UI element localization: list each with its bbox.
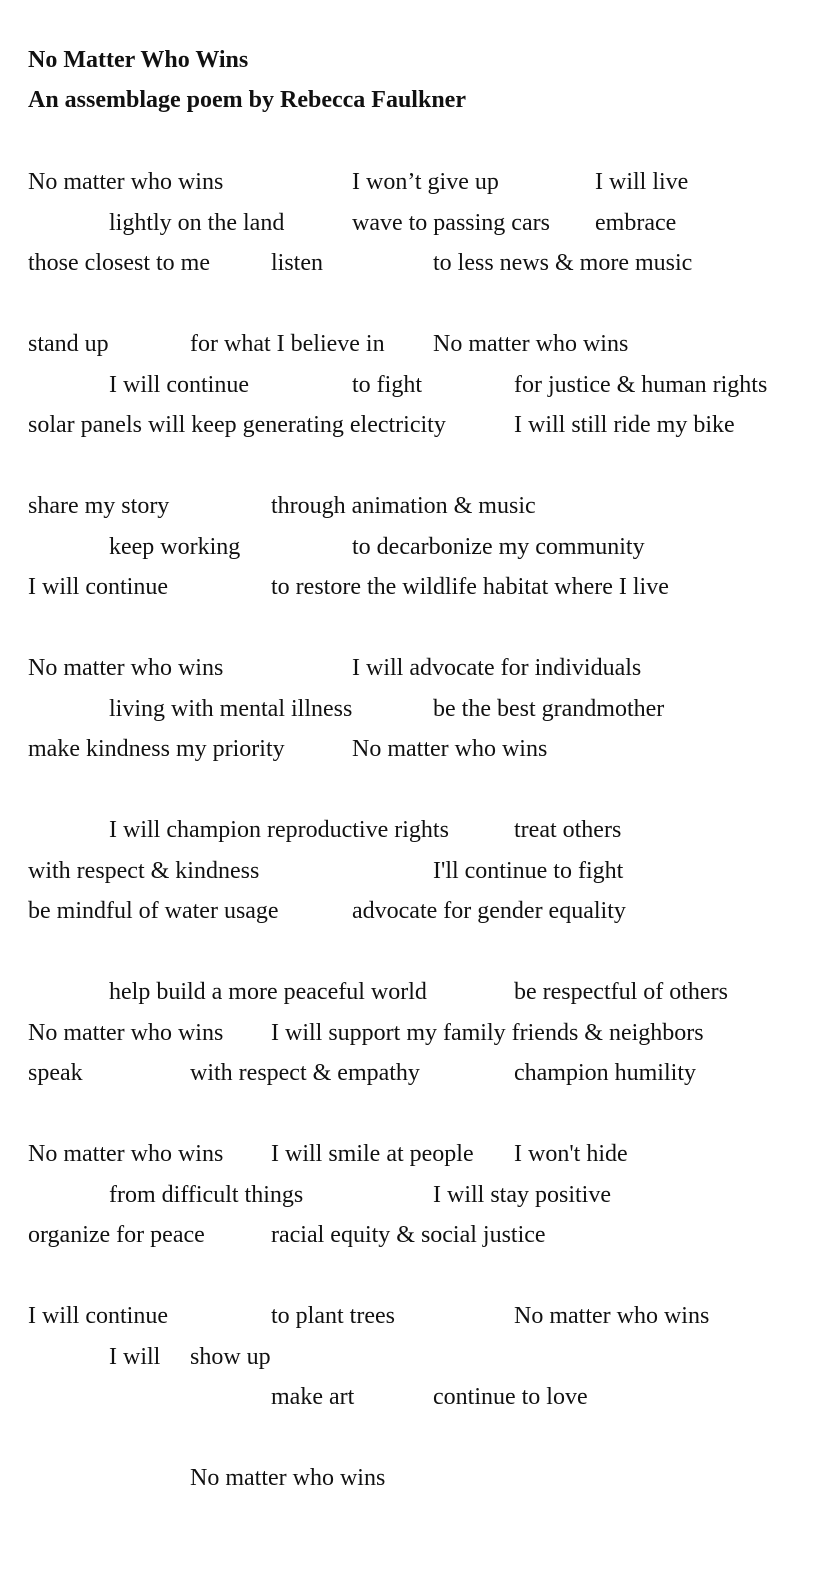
- poem-line: [0, 535, 813, 576]
- poem-line: [0, 1385, 813, 1426]
- poem-line: [0, 373, 813, 414]
- poem-line: [0, 251, 813, 292]
- poem-line: [0, 170, 813, 211]
- line-segment: No matter who wins: [28, 1141, 224, 1167]
- poem-line: [0, 1183, 813, 1224]
- line-segment: I'll continue to fight: [433, 857, 624, 884]
- line-segment: I will: [109, 1343, 161, 1370]
- line-segment: to plant trees: [271, 1303, 395, 1329]
- stanza-6: [0, 980, 813, 1102]
- line-segment: continue to love: [433, 1384, 588, 1410]
- stanza-3: [0, 494, 813, 616]
- line-segment: wave to passing cars: [352, 209, 550, 236]
- poem-line: [0, 899, 813, 940]
- poem-line: [0, 1142, 813, 1183]
- poem-line: [0, 818, 813, 859]
- poem-line: [0, 1223, 813, 1264]
- stanza-7: [0, 1142, 813, 1264]
- line-segment: to restore the wildlife habitat where I live: [271, 574, 669, 600]
- line-segment: I won't hide: [514, 1141, 628, 1167]
- line-segment: treat others: [514, 817, 622, 843]
- line-segment: No matter who wins: [28, 169, 224, 195]
- poem-line: [0, 1466, 813, 1507]
- line-segment: stand up: [28, 331, 109, 357]
- line-segment: I will continue: [109, 371, 249, 398]
- line-segment: be mindful of water usage: [28, 898, 279, 924]
- poem-line: [0, 494, 813, 535]
- line-segment: No matter who wins: [28, 655, 224, 681]
- line-segment: with respect & kindness: [28, 857, 260, 884]
- line-segment: embrace: [595, 209, 677, 236]
- line-segment: I will continue: [28, 574, 168, 600]
- line-segment: champion humility: [514, 1060, 696, 1086]
- line-segment: to decarbonize my community: [352, 533, 645, 560]
- poem-title: No Matter Who Wins: [28, 47, 249, 73]
- line-segment: I will support my family friends & neighbors: [271, 1019, 704, 1046]
- stanza-1: [0, 170, 813, 292]
- line-segment: No matter who wins: [433, 331, 629, 357]
- poem-line: [0, 980, 813, 1021]
- line-segment: speak: [28, 1060, 83, 1086]
- poem-line: [0, 413, 813, 454]
- line-segment: keep working: [109, 533, 241, 560]
- line-segment: to fight: [352, 371, 422, 398]
- line-segment: I will champion reproductive rights: [109, 817, 449, 843]
- stanza-2: [0, 332, 813, 454]
- line-segment: lightly on the land: [109, 209, 285, 236]
- stanza-9: [0, 1466, 813, 1507]
- line-segment: No matter who wins: [514, 1303, 710, 1329]
- line-segment: make kindness my priority: [28, 736, 285, 762]
- line-segment: with respect & empathy: [190, 1060, 420, 1086]
- poem-line: [0, 1021, 813, 1062]
- poem-line: [0, 211, 813, 252]
- poem-line: [0, 656, 813, 697]
- poem-line: [0, 575, 813, 616]
- line-segment: I will smile at people: [271, 1141, 474, 1167]
- poem-subtitle: An assemblage poem by Rebecca Faulkner: [28, 87, 466, 113]
- line-segment: I will advocate for individuals: [352, 655, 642, 681]
- line-segment: solar panels will keep generating electricity: [28, 412, 446, 438]
- poem-line: [0, 737, 813, 778]
- poem-line: [0, 697, 813, 738]
- line-segment: No matter who wins: [352, 736, 548, 762]
- line-segment: for justice & human rights: [514, 371, 768, 398]
- line-segment: I will stay positive: [433, 1181, 611, 1208]
- line-segment: be the best grandmother: [433, 695, 665, 722]
- line-segment: to less news & more music: [433, 250, 693, 276]
- line-segment: I will live: [595, 169, 689, 195]
- line-segment: show up: [190, 1343, 271, 1370]
- line-segment: No matter who wins: [28, 1019, 224, 1046]
- line-segment: those closest to me: [28, 250, 210, 276]
- line-segment: I won’t give up: [352, 169, 499, 195]
- stanza-5: [0, 818, 813, 940]
- line-segment: make art: [271, 1384, 355, 1410]
- line-segment: I will still ride my bike: [514, 412, 735, 438]
- line-segment: be respectful of others: [514, 979, 728, 1005]
- line-segment: advocate for gender equality: [352, 898, 626, 924]
- line-segment: for what I believe in: [190, 331, 385, 357]
- poem-line: [0, 332, 813, 373]
- line-segment: listen: [271, 250, 323, 276]
- line-segment: living with mental illness: [109, 695, 353, 722]
- line-segment: help build a more peaceful world: [109, 979, 427, 1005]
- poem-line: [0, 1304, 813, 1345]
- line-segment: through animation & music: [271, 493, 536, 519]
- line-segment: No matter who wins: [190, 1465, 386, 1491]
- line-segment: organize for peace: [28, 1222, 205, 1248]
- line-segment: I will continue: [28, 1303, 168, 1329]
- stanza-4: [0, 656, 813, 778]
- poem-line: [0, 859, 813, 900]
- line-segment: from difficult things: [109, 1181, 304, 1208]
- line-segment: share my story: [28, 493, 170, 519]
- stanza-8: [0, 1304, 813, 1426]
- line-segment: racial equity & social justice: [271, 1222, 546, 1248]
- poem-line: [0, 1345, 813, 1386]
- poem-line: [0, 1061, 813, 1102]
